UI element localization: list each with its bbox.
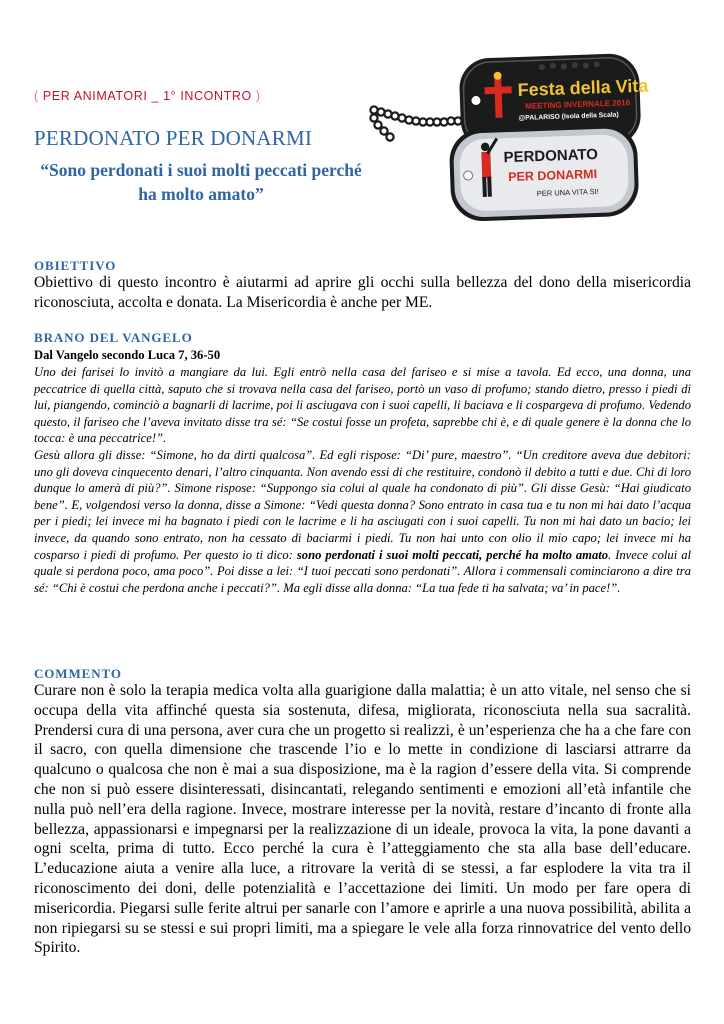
obiettivo-text: Obiettivo di questo incontro è aiutarmi ad aprire gli occhi sulla bellezza del dono della misericordia riconosciuta, accolta e donata. La Misericordia è anche per ME. xyxy=(34,274,691,311)
commento-text: Curare non è solo la terapia medica volta alla guarigione dalla malattia; è un atto vitale, nel senso che si occupa della vita affinché questa sia sostenuta, difesa, migliorata, riconosciuta nella sua sacralità. Prendersi cura di una persona, aver cura che un progetto si realizzi, è un’esperienza che ha a che fare con il sacro, con quella dimensione che trascende l’io e lo mette in condizione di lasciarsi attrarre da qualcuno o qualcosa che non è mai a sua disposizione, ma è la ragion d’essere della vita. Si comprende che non si può essere disinteressati, disincantati, relegando sentimenti e emozioni all’età infantile che nulla può nell’era della ragione. Invece, mostrare interesse per la novità, restare d’incanto di fronte alla bellezza, appassionarsi e impegnarsi per la realizzazione di un ideale, provoca la vita, la pone davanti a ogni scelta, prima di tutto. Ecco perché la cura è l’atteggiamento che sta alla base dell’educare. L’educazione aiuta a venire alla luce, a ritrovare la verità di se stessi, a far esplodere la vita tra il riconoscimento dei doni, delle potenzialità e l’accettazione dei limiti. Un modo per fare opera di misericordia. Piegarsi sulle ferite altrui per sanarle con l’amore e aprirle a una nuova possibilità, abilita a non ripiegarsi su se stessi e sui propri limiti, ma a spiegare le vele alla forza rinnovatrice del vento dello Spirito. xyxy=(34,682,691,957)
logo-event-title: Festa della Vita xyxy=(517,75,649,101)
open-paren: ( xyxy=(34,89,39,103)
vangelo-paragraph-1: Uno dei farisei lo invitò a mangiare da lui. Egli entrò nella casa del fariseo e si mise a tavola. Ed ecco, una donna, una peccatrice di quella città, saputo che si trovava nella casa del fariseo, portò un vaso di profumo; stando dietro, presso i piedi di lui, piangendo, cominciò a bagnarli di lacrime, poi li asciugava con i suoi capelli, li baciava e li cospargeva di profumo. Vedendo questo, il fariseo che l’aveva invitato disse tra sé: “Se costui fosse un profeta, saprebbe chi è, e di quale genere è la donna che lo tocca: è una peccatrice!”. xyxy=(34,365,691,446)
steel-dog-tag xyxy=(449,124,640,222)
vangelo-heading: BRANO DEL VANGELO xyxy=(34,330,193,345)
close-paren: ) xyxy=(255,89,261,103)
logo-event-sub: MEETING INVERNALE 2016 xyxy=(525,98,631,111)
chain-icon xyxy=(370,106,461,140)
meeting-tag xyxy=(34,89,261,103)
event-logo xyxy=(368,52,688,222)
obiettivo-heading: OBIETTIVO xyxy=(34,258,117,273)
vangelo-paragraph-2: Gesù allora gli disse: “Simone, ho da dirti qualcosa”. Ed egli rispose: “Di’ pure, maestro”. “Un creditore aveva due debitori: uno gli doveva cinquecento denari, l’altro cinquanta. Non avendo essi di che restituire, condonò il debito a tutti e due. Chi di loro dunque lo amerà di più?”. Simone rispose: “Suppongo sia colui al quale ha condonato di più”. Gli disse Gesù: “Hai giudicato bene”. E, volgendosi verso la donna, disse a Simone: “Vedi questa donna? Sono entrato in casa tua e tu non mi hai dato l’acqua per i piedi; lei invece mi ha bagnato i piedi con le lacrime e li ha asciugati con i suoi capelli. Tu non mi hai dato un bacio; lei invece, da quando sono entrato, non ha cessato di baciarmi i piedi. Tu non hai unto con olio il mio capo; lei invece mi ha cosparso i piedi di profumo. Per questo io ti dico: xyxy=(34,447,691,562)
vangelo-paragraph-2-end: . Invece colui al quale si perdona poco, ama poco”. Poi disse a lei: “I tuoi peccati sono perdonati”. Allora i commensali cominciarono a dire tra sé: “Chi è costui che perdona anche i peccati?”. Ma egli disse alla donna: “La tua fede ti ha salvata; va’ in pace!”. xyxy=(34,547,691,595)
logo-theme-line2: PER DONARMI xyxy=(507,166,598,185)
meeting-tag-label: PER ANIMATORI _ 1° INCONTRO xyxy=(42,89,252,103)
vangelo-key-phrase: sono perdonati i suoi molti peccati, perché ha molto amato xyxy=(296,547,609,562)
vangelo-source: Dal Vangelo secondo Luca 7, 36-50 xyxy=(34,348,221,362)
logo-theme-line3: PER UNA VITA SI! xyxy=(536,186,599,199)
title-quote: “Sono perdonati i suoi molti peccati perché ha molto amato” xyxy=(40,160,362,204)
page-title: PERDONATO PER DONARMI xyxy=(34,126,313,150)
logo-event-place: @PALARISO (Isola della Scala) xyxy=(518,111,619,123)
vangelo-text xyxy=(34,364,691,596)
logo-theme-line1: PERDONATO xyxy=(503,145,599,167)
commento-heading: COMMENTO xyxy=(34,666,122,681)
